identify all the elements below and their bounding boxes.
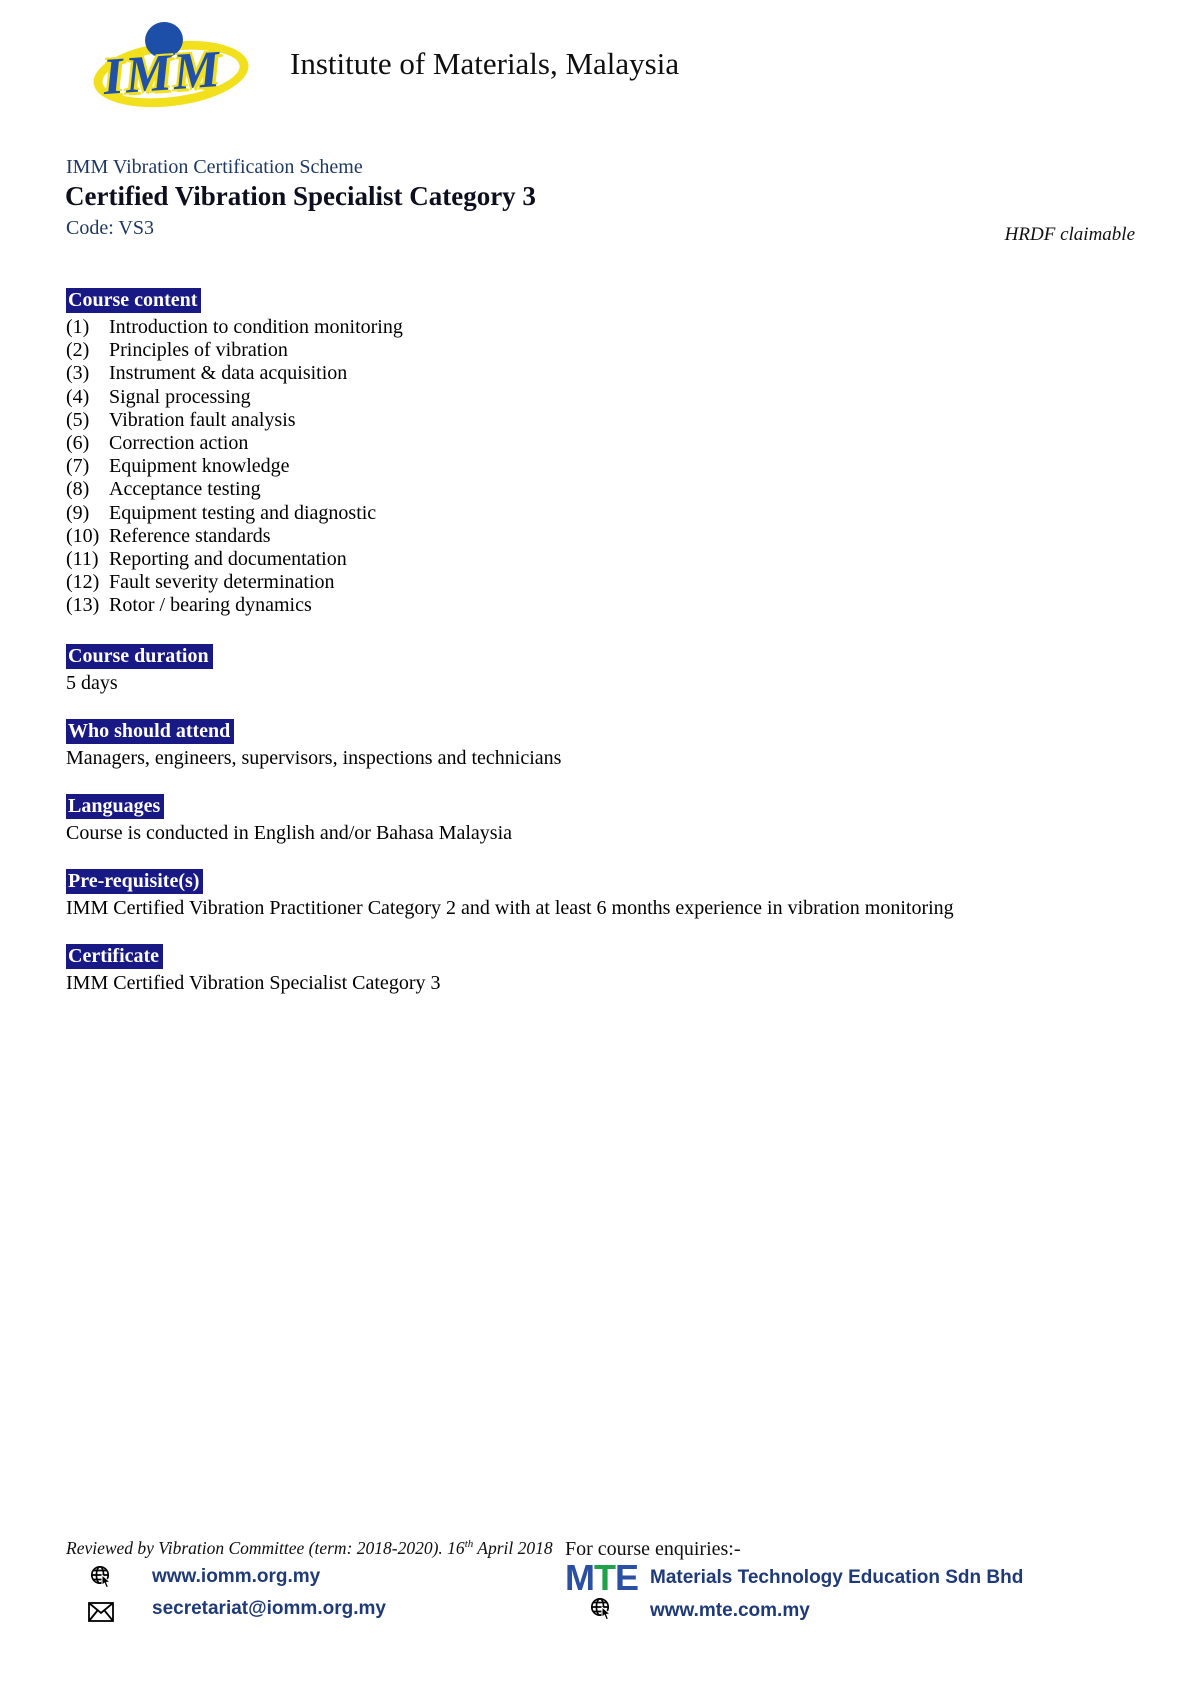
- list-item: (11) Reporting and documentation: [66, 548, 347, 571]
- prerequisites-value: IMM Certified Vibration Practitioner Category 2 and with at least 6 months experience in vibration monitoring: [66, 897, 954, 920]
- section-course-duration: [66, 644, 1056, 695]
- organisation-name: Institute of Materials, Malaysia: [290, 46, 680, 81]
- page-title: Certified Vibration Specialist Category 3: [65, 181, 536, 211]
- section-prerequisites: [66, 869, 1056, 920]
- imm-logo: [85, 22, 265, 127]
- list-item: (6) Correction action: [66, 432, 249, 455]
- list-item: (1) Introduction to condition monitoring: [66, 316, 403, 338]
- scheme-subtitle: IMM Vibration Certification Scheme: [66, 156, 363, 178]
- enquiries-label: For course enquiries:-: [565, 1538, 741, 1560]
- section-certificate: [66, 944, 1056, 995]
- list-item: (10) Reference standards: [66, 524, 271, 547]
- mte-company-name: Materials Technology Education Sdn Bhd: [650, 1567, 1024, 1588]
- list-item: (3) Instrument & data acquisition: [66, 362, 348, 385]
- globe-icon: [588, 1596, 616, 1622]
- list-item: (7) Equipment knowledge: [66, 455, 290, 478]
- section-heading-prerequisites: Pre-requisite(s): [66, 869, 203, 894]
- list-item: (12) Fault severity determination: [66, 571, 335, 594]
- section-who-should-attend: [66, 719, 1056, 770]
- course-code: Code: VS3: [66, 217, 154, 239]
- certificate-value: IMM Certified Vibration Specialist Category 3: [66, 972, 441, 995]
- mte-website-link[interactable]: www.mte.com.my: [650, 1600, 810, 1621]
- globe-icon: [88, 1564, 116, 1590]
- list-item: (13) Rotor / bearing dynamics: [66, 594, 312, 617]
- list-item: (4) Signal processing: [66, 385, 251, 408]
- reviewed-note: Reviewed by Vibration Committee (term: 2018-2020). 16th April 2018: [66, 1538, 553, 1558]
- section-heading-who-should-attend: Who should attend: [66, 719, 234, 744]
- list-item: (8) Acceptance testing: [66, 478, 261, 501]
- course-details: [66, 288, 1056, 996]
- languages-value: Course is conducted in English and/or Bahasa Malaysia: [66, 822, 513, 845]
- section-heading-course-duration: Course duration: [66, 644, 213, 669]
- hrdf-claimable-note: HRDF claimable: [1004, 224, 1135, 245]
- list-item: (9) Equipment testing and diagnostic: [66, 501, 377, 524]
- course-content-list: [66, 316, 1056, 618]
- mte-logo: MTE: [565, 1557, 639, 1598]
- section-languages: [66, 794, 1056, 845]
- course-duration-value: 5 days: [66, 671, 118, 694]
- envelope-icon: [87, 1599, 115, 1625]
- list-item: (2) Principles of vibration: [66, 339, 288, 362]
- iomm-website-link[interactable]: www.iomm.org.my: [152, 1566, 321, 1587]
- section-heading-course-content: Course content: [66, 288, 201, 313]
- list-item: (5) Vibration fault analysis: [66, 408, 296, 431]
- who-should-attend-value: Managers, engineers, supervisors, inspections and technicians: [66, 746, 562, 769]
- section-heading-languages: Languages: [66, 794, 164, 819]
- iomm-email-link[interactable]: secretariat@iomm.org.my: [152, 1598, 386, 1619]
- imm-logo-text: IMM: [101, 40, 224, 107]
- section-heading-certificate: Certificate: [66, 944, 163, 969]
